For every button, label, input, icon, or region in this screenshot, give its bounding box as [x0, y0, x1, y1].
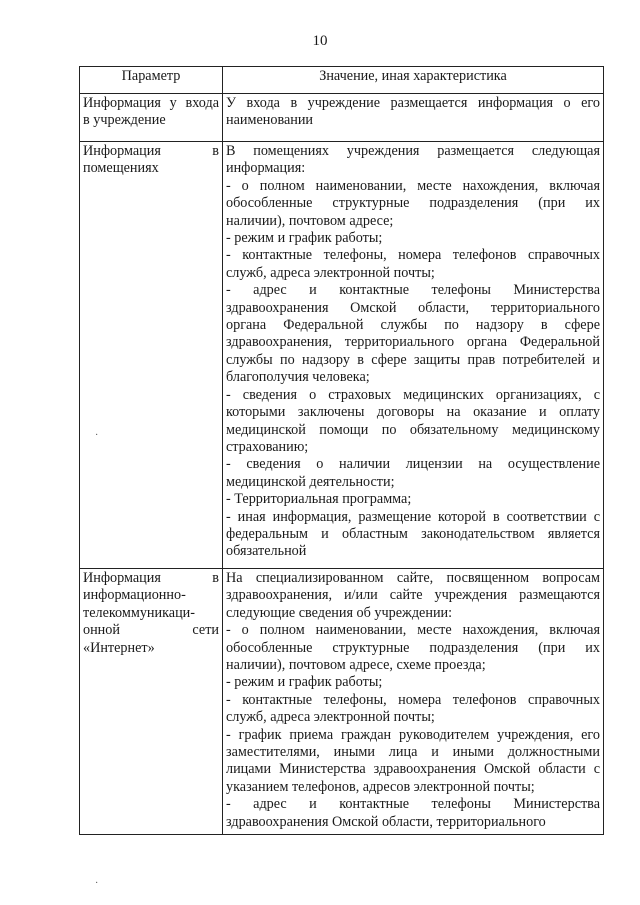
- value-text-line: В помещениях учреждения размещается следующая: [226, 143, 600, 159]
- value-text-line: У входа в учреждение размещается информация о его: [226, 95, 600, 111]
- value-text-line: - график приема граждан руководителем учреждения, его: [226, 726, 600, 743]
- value-text-line: службы по надзору в сфере защиты прав потребителей и: [226, 351, 600, 368]
- parameter-text-line: в учреждение: [83, 112, 166, 129]
- table-row: [80, 94, 604, 142]
- value-text-line: наличии), почтовом адресе, схеме проезда;: [226, 657, 486, 674]
- parameter-cell: [80, 94, 223, 142]
- parameter-cell: [80, 569, 223, 835]
- value-text-line: служб, адреса электронной почты;: [226, 264, 435, 281]
- value-text-line: федеральным и областным законодательством является: [226, 525, 600, 542]
- value-text-line: - режим и график работы;: [226, 674, 383, 691]
- value-text-line: - о полном наименовании, месте нахождения, включая: [226, 177, 600, 194]
- table-row: [80, 569, 604, 835]
- value-text-line: заместителями, иными лица и иными должностными: [226, 744, 600, 761]
- parameter-text-line: информационно-: [83, 587, 186, 604]
- parameter-text-line: телекоммуникаци-: [83, 604, 195, 621]
- parameter-cell: [80, 142, 223, 569]
- value-text-line: обособленные структурные подразделения (при их: [226, 195, 600, 212]
- scan-speck: ·: [95, 430, 99, 441]
- value-text-line: наличии), почтовом адресе;: [226, 212, 394, 229]
- value-text-line: указанием телефонов, адресов электронной почты;: [226, 778, 535, 795]
- value-text-line: медицинской деятельности;: [226, 473, 395, 490]
- value-cell: [223, 94, 604, 142]
- parameter-text-line: помещениях: [83, 160, 159, 177]
- value-cell: [223, 569, 604, 835]
- value-cell: [223, 142, 604, 569]
- header-parameter: Параметр: [80, 67, 223, 94]
- value-text-line: медицинской помощи по обязательному медицинскому: [226, 421, 600, 438]
- value-text-line: - адрес и контактные телефоны Министерства: [226, 796, 600, 813]
- value-text-line: здравоохранения Омской области, территориального: [226, 813, 546, 830]
- services-info-table: [79, 66, 604, 835]
- value-text-line: - сведения о наличии лицензии на осуществление: [226, 456, 600, 473]
- value-text-line: - контактные телефоны, номера телефонов справочных: [226, 691, 600, 708]
- parameter-text-line: Информация у входа: [83, 95, 219, 111]
- value-text-line: - адрес и контактные телефоны Министерства: [226, 282, 600, 299]
- value-text-line: лицами Министерства здравоохранения Омской области с: [226, 761, 600, 778]
- value-text-line: наименовании: [226, 112, 314, 129]
- value-text-line: здравоохранения, территориального органа Федеральной: [226, 334, 600, 351]
- value-text-line: страхованию;: [226, 438, 309, 455]
- scan-speck: ·: [95, 878, 99, 889]
- value-text-line: следующие сведения об учреждении:: [226, 604, 453, 621]
- value-text-line: здравоохранения Омской области, территориального: [226, 299, 600, 316]
- parameter-text-line: Информация в: [83, 143, 219, 159]
- value-text-line: На специализированном сайте, посвященном вопросам: [226, 570, 600, 586]
- value-text-line: информация:: [226, 160, 306, 177]
- parameter-text-line: Информация в: [83, 570, 219, 586]
- value-text-line: здравоохранения, и/или сайте учреждения размещаются: [226, 587, 600, 604]
- value-text-line: обязательной: [226, 543, 307, 560]
- value-text-line: органа Федеральной службы по надзору в сфере: [226, 317, 600, 334]
- table-row: [80, 142, 604, 569]
- value-text-line: которыми заключены договоры на оказание и оплату: [226, 404, 600, 421]
- header-value: Значение, иная характеристика: [223, 67, 604, 94]
- value-text-line: благополучия человека;: [226, 369, 370, 386]
- table-header-row: [80, 67, 604, 94]
- value-text-line: - о полном наименовании, месте нахождения, включая: [226, 622, 600, 639]
- value-text-line: - сведения о страховых медицинских организациях, с: [226, 386, 600, 403]
- page-number: 10: [312, 33, 328, 49]
- value-text-line: - Территориальная программа;: [226, 491, 412, 508]
- parameter-text-line: онной сети: [83, 622, 219, 639]
- value-text-line: - иная информация, размещение которой в соответствии с: [226, 508, 600, 525]
- parameter-text-line: «Интернет»: [83, 639, 155, 656]
- value-text-line: - режим и график работы;: [226, 230, 383, 247]
- value-text-line: обособленные структурные подразделения (при их: [226, 639, 600, 656]
- value-text-line: - контактные телефоны, номера телефонов справочных: [226, 247, 600, 264]
- value-text-line: служб, адреса электронной почты;: [226, 709, 435, 726]
